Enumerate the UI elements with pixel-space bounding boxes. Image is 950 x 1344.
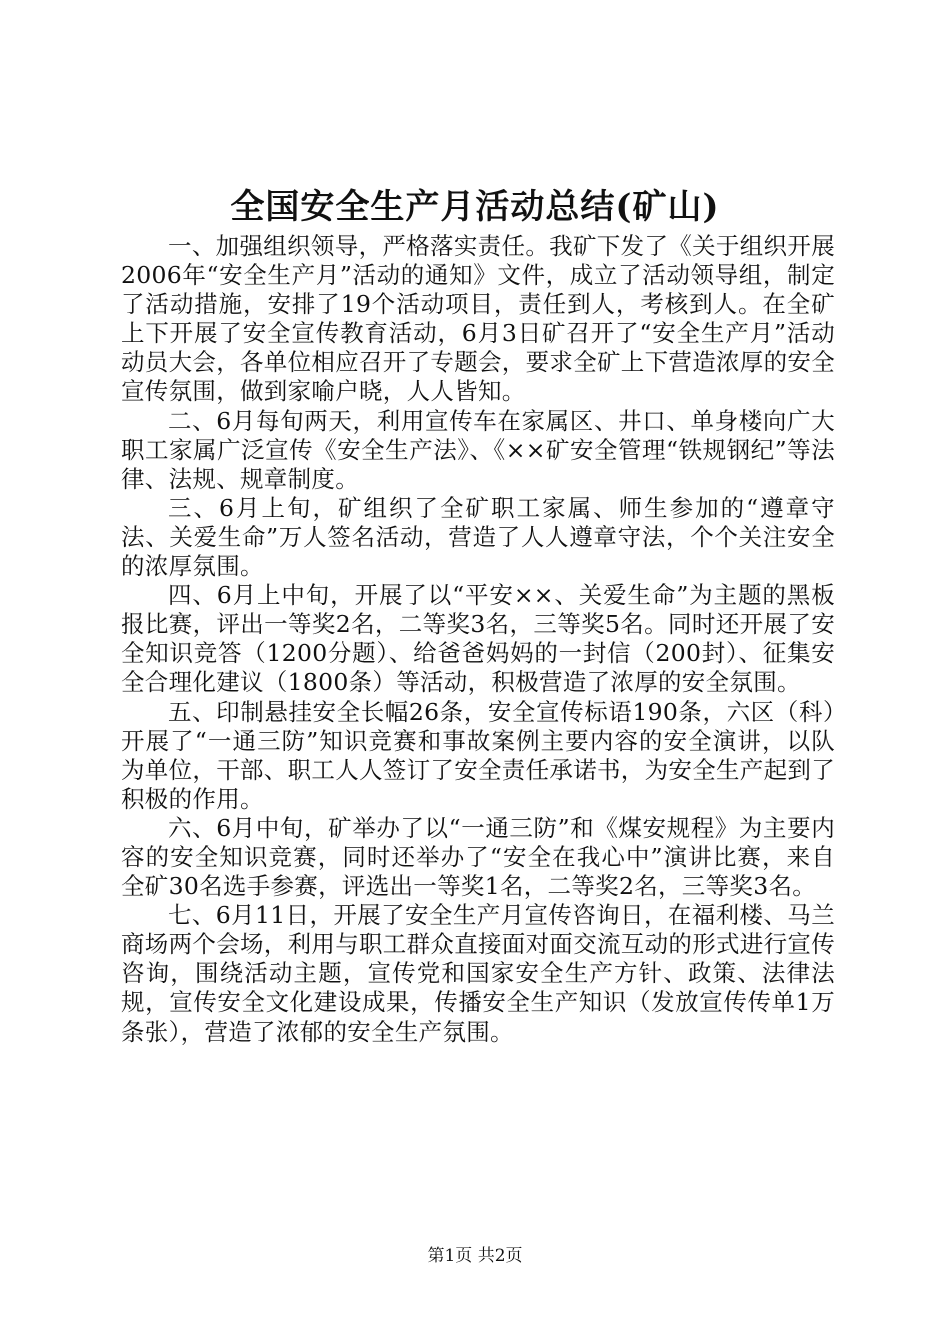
paragraph-3: 三、6月上旬，矿组织了全矿职工家属、师生参加的“遵章守法、关爱生命”万人签名活动，营造了人人遵章守法，个个关注安全的浓厚氛围。 <box>121 493 835 581</box>
paragraph-5: 五、印制悬挂安全长幅26条，安全宣传标语190条，六区（科）开展了“一通三防”知识竞赛和事故案例主要内容的安全演讲，以队为单位，干部、职工人人签订了安全责任承诺书，为安全生产起到了积极的作用。 <box>121 697 835 813</box>
paragraph-6: 六、6月中旬，矿举办了以“一通三防”和《煤安规程》为主要内容的安全知识竞赛，同时还举办了“安全在我心中”演讲比赛，来自全矿30名选手参赛，评选出一等奖1名，二等奖2名，三等奖3名。 <box>121 813 835 901</box>
paragraph-2: 二、6月每旬两天，利用宣传车在家属区、井口、单身楼向广大职工家属广泛宣传《安全生产法》、《××矿安全管理“铁规钢纪”等法律、法规、规章制度。 <box>121 406 835 493</box>
document-body <box>121 232 835 1047</box>
paragraph-1: 一、加强组织领导，严格落实责任。我矿下发了《关于组织开展2006年“安全生产月”活动的通知》文件，成立了活动领导组，制定了活动措施，安排了19个活动项目，责任到人，考核到人。在全矿上下开展了安全宣传教育活动，6月3日矿召开了“安全生产月”活动动员大会，各单位相应召开了专题会，要求全矿上下营造浓厚的安全宣传氛围，做到家喻户晓，人人皆知。 <box>121 232 835 406</box>
page-footer: 第1页 共2页 <box>427 1246 523 1266</box>
paragraph-7: 七、6月11日，开展了安全生产月宣传咨询日，在福利楼、马兰商场两个会场，利用与职工群众直接面对面交流互动的形式进行宣传咨询，围绕活动主题，宣传党和国家安全生产方针、政策、法律法规，宣传安全文化建设成果，传播安全生产知识（发放宣传传单1万条张），营造了浓郁的安全生产氛围。 <box>121 901 835 1046</box>
paragraph-4: 四、6月上中旬，开展了以“平安××、关爱生命”为主题的黑板报比赛，评出一等奖2名，二等奖3名，三等奖5名。同时还开展了安全知识竞答（1200分题）、给爸爸妈妈的一封信（200封）、征集安全合理化建议（1800条）等活动，积极营造了浓厚的安全氛围。 <box>121 581 835 697</box>
document-title: 全国安全生产月活动总结(矿山) <box>230 187 720 227</box>
